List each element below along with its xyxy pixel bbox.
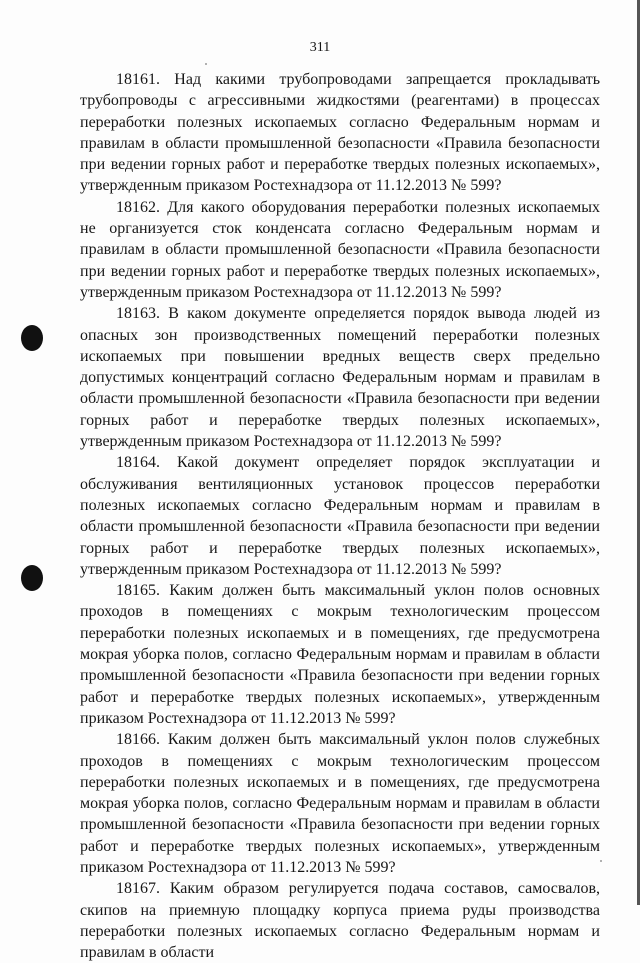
question-18161: 18161. Над какими трубопроводами запрещается прокладывать трубопроводы с агрессивными жидкостями (реагентами) в процессах переработки полезных ископаемых согласно Федеральным нормам и правилам в области промышленной безопасности «Правила безопасности при ведении горных работ и переработке твердых полезных ископаемых», утвержденным приказом Ростехнадзора от 11.12.2013 № 599? xyxy=(80,71,600,195)
punch-hole xyxy=(21,565,43,591)
question-18166: 18166. Каким должен быть максимальный уклон полов служебных проходов в помещениях с мокрым технологическим процессом переработки полезных ископаемых и в помещениях, где предусмотрена мокрая уборка полов, согласно Федеральным нормам и правилам в области промышленной безопасности «Правила безопасности при ведении горных работ и переработке твердых полезных ископаемых», утвержденным приказом Ростехнадзора от 11.12.2013 № 599? xyxy=(80,731,600,876)
page-number: 311 xyxy=(309,40,331,55)
question-18164: 18164. Какой документ определяет порядок эксплуатации и обслуживания вентиляционных установок процессов переработки полезных ископаемых согласно Федеральным нормам и правилам в области промышленной безопасности «Правила безопасности при ведении горных работ и переработке твердых полезных ископаемых», утвержденным приказом Ростехнадзора от 11.12.2013 № 599? xyxy=(80,454,600,578)
question-18162: 18162. Для какого оборудования переработки полезных ископаемых не организуется сток конденсата согласно Федеральным нормам и правилам в области промышленной безопасности «Правила безопасности при ведении горных работ и переработке твердых полезных ископаемых», утвержденным приказом Ростехнадзора от 11.12.2013 № 599? xyxy=(80,198,600,301)
question-18163: 18163. В каком документе определяется порядок вывода людей из опасных зон производственных помещений переработки полезных ископаемых при повышении вредных веществ сверх предельно допустимых концентраций согласно Федеральным нормам и правилам в области промышленной безопасности «Правила безопасности при ведении горных работ и переработке твердых полезных ископаемых», утвержденным приказом Ростехнадзора от 11.12.2013 № 599? xyxy=(80,305,600,451)
scan-speck xyxy=(600,860,602,862)
question-18165: 18165. Каким должен быть максимальный уклон полов основных проходов в помещениях с мокрым технологическим процессом переработки полезных ископаемых и в помещениях, где предусмотрена мокрая уборка полов, согласно Федеральным нормам и правилам в области промышленной безопасности «Правила безопасности при ведении горных работ и переработке твердых полезных ископаемых», утвержденным приказом Ростехнадзора от 11.12.2013 № 599? xyxy=(80,582,600,727)
scan-speck xyxy=(205,63,207,65)
question-18167: 18167. Каким образом регулируется подача составов, самосвалов, скипов на приемную площадку корпуса приема руды производства переработки полезных ископаемых согласно Федеральным нормам и правилам в области xyxy=(80,880,600,962)
punch-hole xyxy=(21,325,43,351)
question-list xyxy=(80,69,600,963)
